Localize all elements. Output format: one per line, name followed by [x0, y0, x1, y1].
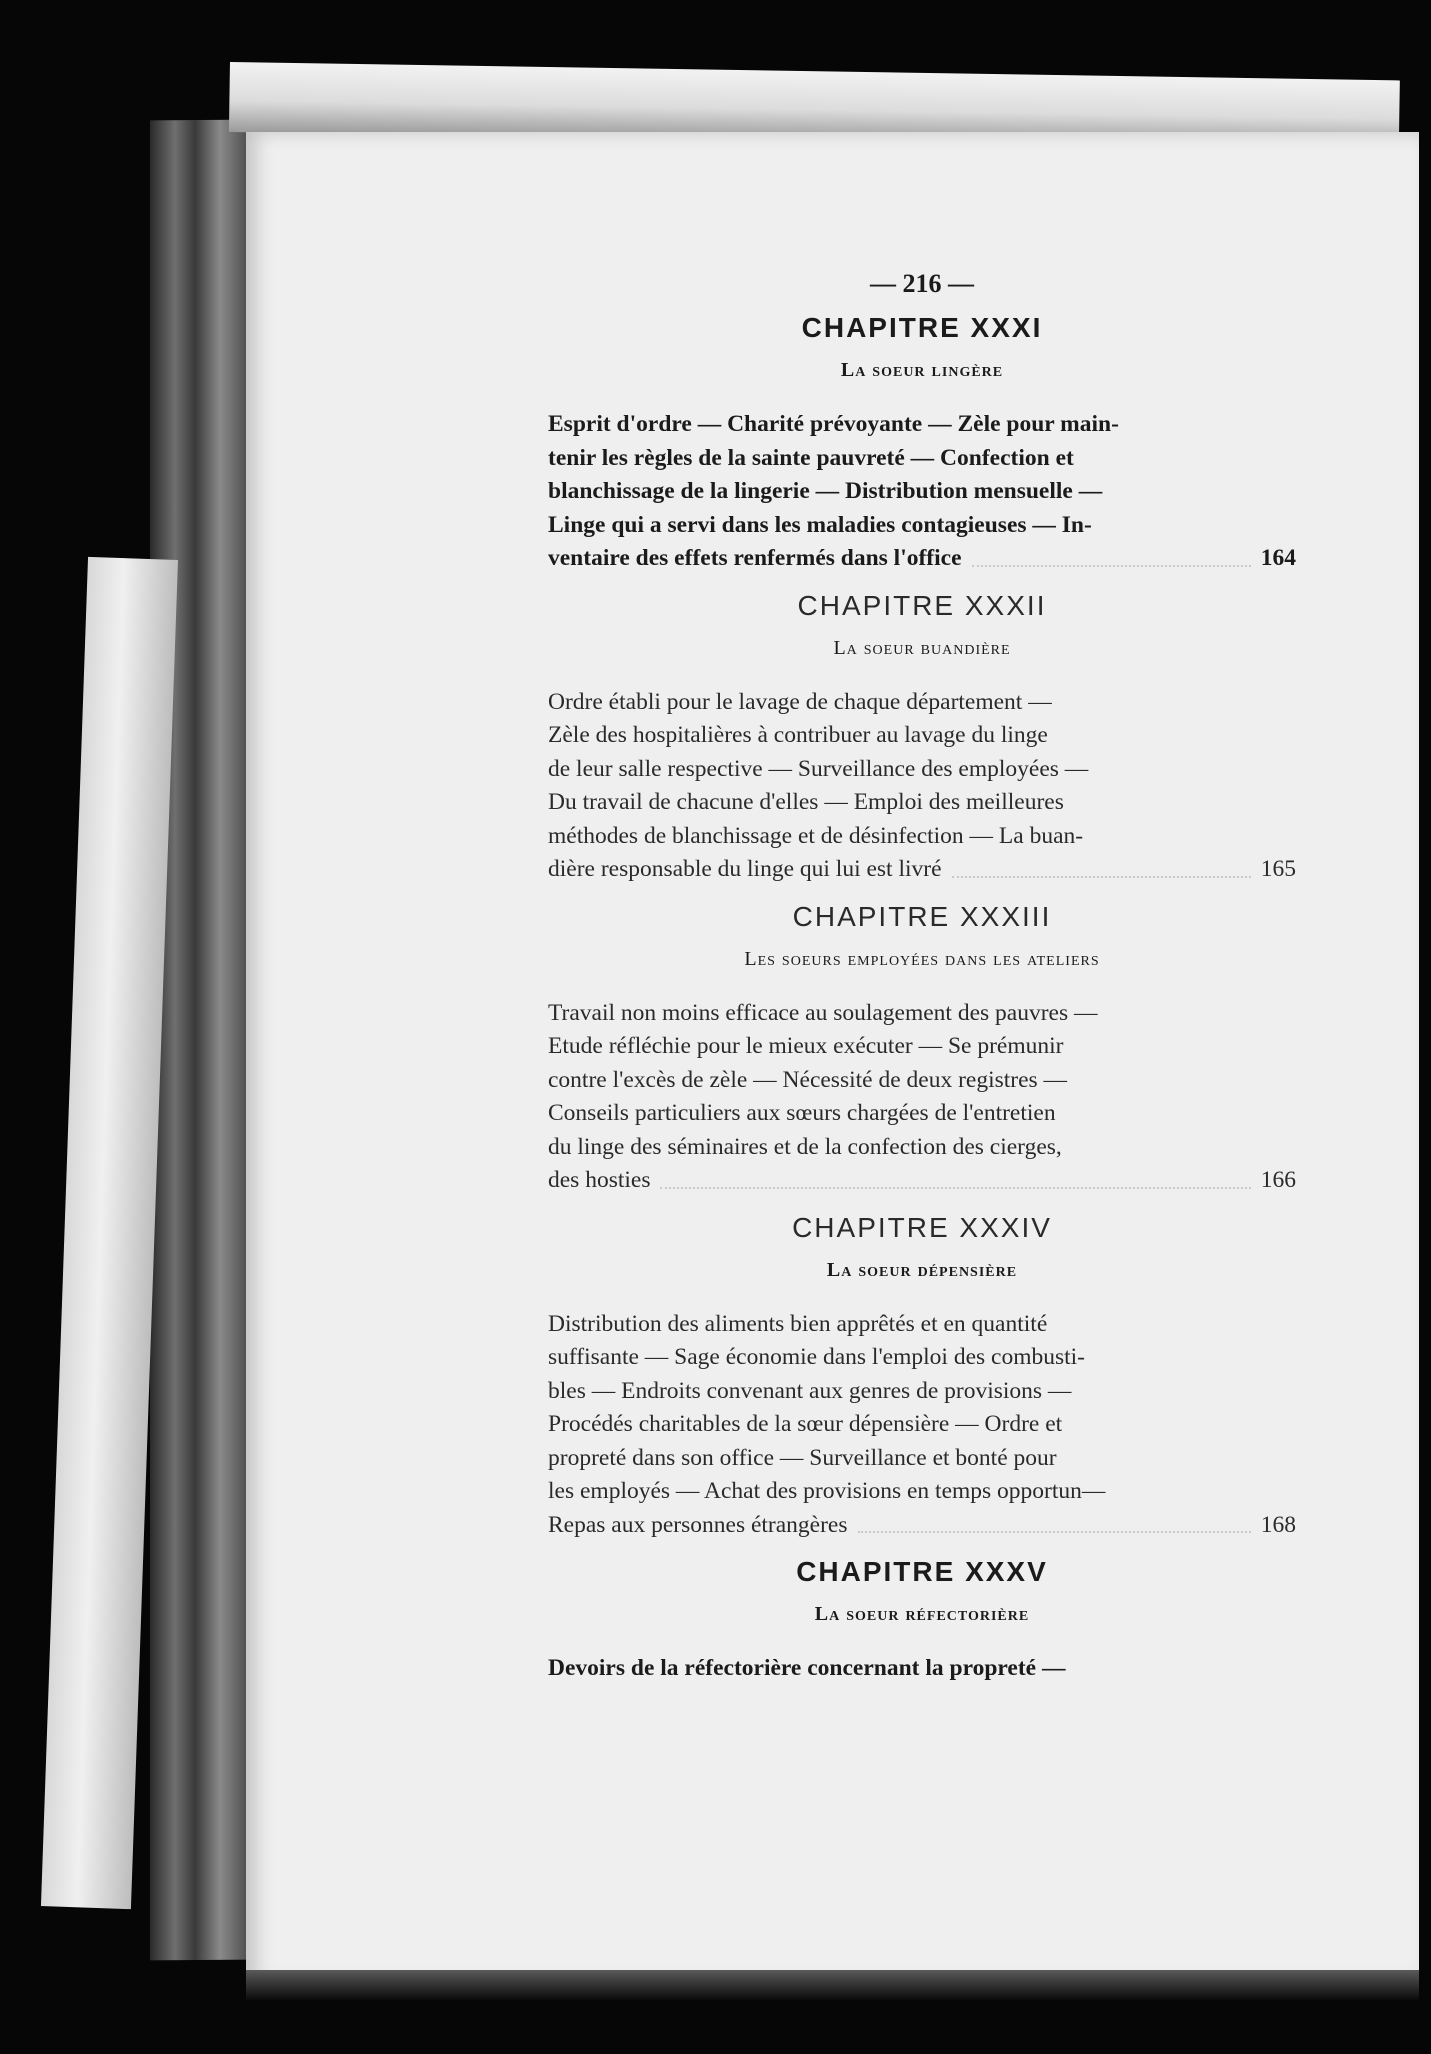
- summary-line: Etude réfléchie pour le mieux exécuter — Se prémunir: [548, 1033, 1064, 1059]
- chapter-entry: [548, 895, 1296, 1198]
- summary-line: blanchissage de la lingerie — Distribution mensuelle —: [548, 478, 1103, 504]
- book-spine: [150, 120, 250, 1961]
- chapter-entry: [548, 1550, 1296, 1686]
- chapter-subtitle: La soeur lingère: [840, 359, 1004, 381]
- chapter-summary: [548, 1308, 1296, 1543]
- chapter-subtitle: La soeur dépensière: [826, 1258, 1018, 1281]
- chapter-title: CHAPITRE XXXIV: [792, 1211, 1052, 1243]
- summary-line: Du travail de chacune d'elles — Emploi des meilleures: [548, 789, 1064, 815]
- summary-line: Ordre établi pour le lavage de chaque département —: [548, 688, 1052, 715]
- chapter-title: CHAPITRE XXXII: [797, 589, 1047, 621]
- chapter-summary: [548, 408, 1296, 576]
- summary-line: suffisante — Sage économie dans l'emploi des combusti-: [548, 1344, 1086, 1370]
- summary-line: Distribution des aliments bien apprêtés et en quantité: [548, 1310, 1048, 1337]
- dot-leader: [972, 542, 1251, 567]
- chapter-entry: [548, 1206, 1296, 1543]
- page-number: — 216 —: [870, 269, 974, 298]
- summary-line: contre l'excès de zèle — Nécessité de deux registres —: [548, 1066, 1068, 1093]
- chapter-summary: [548, 997, 1296, 1198]
- summary-line: tenir les règles de la sainte pauvreté — Confection et: [548, 444, 1074, 471]
- summary-line: du linge des séminaires et de la confection des cierges,: [548, 1133, 1062, 1160]
- summary-line: ventaire des effets renfermés dans l'office 164: [548, 542, 1296, 576]
- page-reference: 166: [1260, 1167, 1296, 1193]
- summary-line: Procédés charitables de la sœur dépensière — Ordre et: [548, 1411, 1063, 1437]
- summary-line: propreté dans son office — Surveillance et bonté pour: [548, 1444, 1057, 1471]
- summary-line: bles — Endroits convenant aux genres de provisions —: [548, 1377, 1072, 1404]
- summary-line: Zèle des hospitalières à contribuer au lavage du linge: [548, 722, 1048, 748]
- chapter-title: CHAPITRE XXXIII: [792, 900, 1052, 932]
- chapter-subtitle: La soeur buandière: [833, 636, 1011, 659]
- summary-line: méthodes de blanchissage et de désinfection — La buan-: [548, 822, 1084, 849]
- summary-line: des hosties 166: [548, 1164, 1296, 1198]
- chapter-summary: [548, 686, 1296, 887]
- page-reference: 164: [1260, 545, 1296, 571]
- chapter-subtitle: Les soeurs employées dans les ateliers: [744, 947, 1100, 970]
- page-bottom-shadow: [246, 1970, 1419, 2000]
- summary-line: les employés — Achat des provisions en temps opportun—: [548, 1478, 1106, 1504]
- summary-line: Conseils particuliers aux sœurs chargées de l'entretien: [548, 1100, 1056, 1126]
- dot-leader: [858, 1509, 1251, 1534]
- chapter-entry: [548, 306, 1296, 576]
- summary-line: dière responsable du linge qui lui est livré 165: [548, 853, 1296, 887]
- chapter-title: CHAPITRE XXXI: [801, 312, 1043, 343]
- chapter-title: CHAPITRE XXXV: [796, 1556, 1048, 1587]
- summary-line: Devoirs de la réfectorière concernant la propreté —: [548, 1655, 1066, 1681]
- table-of-contents: [548, 262, 1296, 1694]
- summary-line: Repas aux personnes étrangères 168: [548, 1509, 1296, 1543]
- dot-leader: [660, 1164, 1250, 1189]
- dot-leader: [952, 853, 1251, 878]
- chapter-subtitle: La soeur réfectorière: [814, 1603, 1030, 1625]
- page-reference: 168: [1260, 1511, 1296, 1538]
- summary-line: Travail non moins efficace au soulagement des pauvres —: [548, 999, 1098, 1026]
- summary-line: Linge qui a servi dans les maladies contagieuses — In-: [548, 511, 1092, 538]
- summary-line: Esprit d'ordre — Charité prévoyante — Zèle pour main-: [548, 411, 1119, 437]
- chapter-entry: [548, 584, 1296, 887]
- summary-line: de leur salle respective — Surveillance des employées —: [548, 755, 1089, 782]
- page-reference: 165: [1260, 856, 1296, 882]
- chapter-summary: [548, 1652, 1296, 1686]
